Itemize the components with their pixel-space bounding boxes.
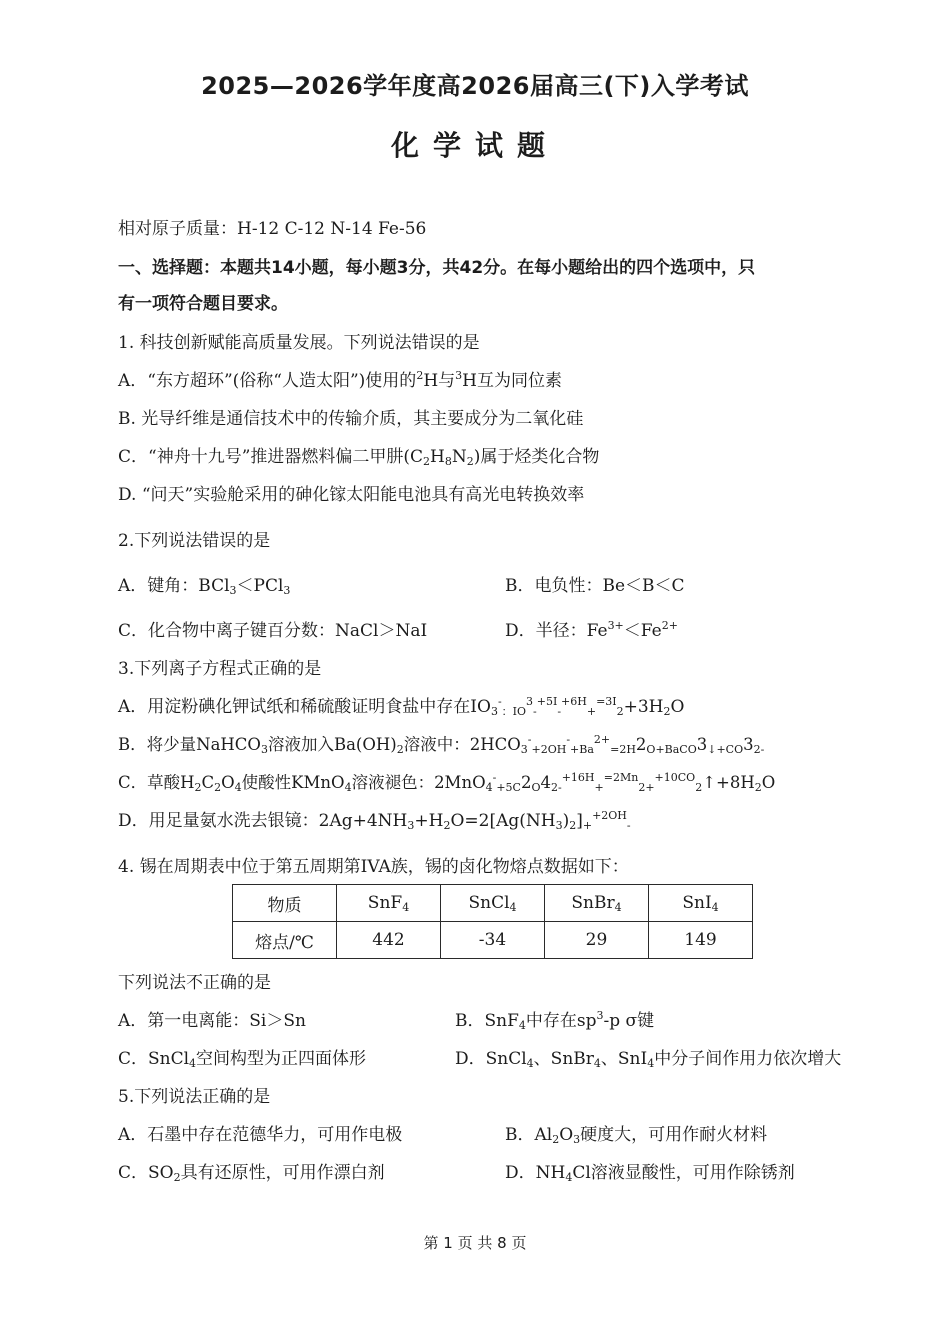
header-sub: 4 <box>402 901 410 914</box>
q5-option-c <box>118 1162 385 1184</box>
q5-b-pre: B．Al <box>505 1125 553 1145</box>
q4-stem: 4. 锡在周期表中位于第五周期第IVA族，锡的卤化物熔点数据如下： <box>118 857 629 877</box>
melting-point-table <box>232 884 753 959</box>
formula-segment: ：IO <box>501 705 527 718</box>
formula-segment: 4 <box>647 1057 655 1070</box>
formula-segment: 2 <box>635 735 647 754</box>
formula-segment: A．用淀粉碘化钾试纸和稀硫酸证明食盐中存在IO <box>118 697 491 717</box>
q5-b-post: 硬度大，可用作耐火材料 <box>580 1125 768 1145</box>
q1-c-n: N <box>451 447 467 467</box>
formula-segment: 2 <box>443 819 451 832</box>
q4-option-d <box>455 1048 841 1070</box>
formula-segment: 3 <box>260 743 268 756</box>
table-cell: 29 <box>545 922 649 959</box>
formula-segment: - <box>557 705 562 718</box>
formula-segment: 2 <box>569 819 577 832</box>
formula-segment: +Ba <box>570 743 594 756</box>
formula-segment: D．SnCl <box>455 1049 527 1069</box>
formula-segment: =2Mn <box>603 771 639 784</box>
header-sub: 4 <box>711 901 719 914</box>
formula-segment: O+BaCO <box>646 743 697 756</box>
formula-segment: 4 <box>485 781 493 794</box>
formula-segment: - <box>492 771 497 784</box>
formula-segment: 4 <box>593 1057 601 1070</box>
q1-option-a <box>118 370 562 392</box>
table-row <box>233 922 753 959</box>
q1-c-sub2: 8 <box>444 455 452 468</box>
formula-segment: +3H <box>623 697 664 717</box>
formula-segment: 2 <box>754 781 762 794</box>
table-header-cell <box>441 885 545 922</box>
formula-segment: 2 <box>616 705 624 718</box>
table-cell: 442 <box>337 922 441 959</box>
q5-d-post: Cl溶液显酸性，可用作除锈剂 <box>572 1163 795 1183</box>
q5-d-sub: 4 <box>565 1171 573 1184</box>
formula-segment: - <box>566 733 571 746</box>
formula-segment: O <box>221 773 235 792</box>
q1-c-pre: C．“神舟十九号”推进器燃料偏二甲肼(C <box>118 447 424 467</box>
q1-option-d: D. “问天”实验舱采用的砷化镓太阳能电池具有高光电转换效率 <box>118 485 585 505</box>
formula-segment: D．用足量氨水洗去银镜：2Ag+4NH <box>118 811 408 831</box>
formula-segment: 3 <box>407 819 415 832</box>
q4-option-a: A．第一电离能：Si＞Sn <box>118 1011 306 1031</box>
formula-segment: ↑+8H <box>702 773 755 792</box>
q1-c-post: )属于烃类化合物 <box>473 447 600 467</box>
section-heading-line2: 有一项符合题目要求。 <box>118 294 288 314</box>
formula-segment: 2+ <box>593 733 611 746</box>
header-snf4: SnF <box>367 893 403 913</box>
q1-option-b: B. 光导纤维是通信技术中的传输介质，其主要成分为二氧化硅 <box>118 409 584 429</box>
q5-b-mid: O <box>559 1125 574 1145</box>
formula-segment: 溶液加入Ba(OH) <box>267 735 397 754</box>
formula-segment: 中分子间作用力依次增大 <box>654 1049 842 1069</box>
formula-segment: 3 <box>526 695 534 708</box>
formula-segment: + <box>586 705 597 718</box>
formula-segment: 2 <box>194 781 202 794</box>
header-sni4: SnI <box>682 893 712 913</box>
header-sncl4: SnCl <box>468 893 510 913</box>
q2-option-b: B．电负性：Be＜B＜C <box>505 576 685 596</box>
header-sub: 4 <box>614 901 622 914</box>
header-sub: 4 <box>509 901 517 914</box>
formula-segment: +16H <box>561 771 595 784</box>
q3-option-b <box>118 734 764 756</box>
formula-segment: 3 <box>520 743 528 756</box>
q2-a-mid: ＜PCl <box>236 576 284 596</box>
q5-c-post: 具有还原性，可用作漂白剂 <box>180 1163 385 1183</box>
formula-segment: 4 <box>540 773 551 792</box>
table-header-row <box>233 885 753 922</box>
q4-b-mid: 中存在sp <box>525 1011 597 1031</box>
q5-option-b <box>505 1124 767 1146</box>
q4-c-post: 空间构型为正四面体形 <box>196 1049 367 1069</box>
header-label: 物质 <box>267 895 302 916</box>
formula-segment: O <box>531 781 541 794</box>
formula-segment: C．草酸H <box>118 773 195 792</box>
q5-b-sub2: 3 <box>573 1133 581 1146</box>
q1-c-h: H <box>430 447 445 467</box>
page-footer: 第 1 页 共 8 页 <box>423 1234 527 1252</box>
formula-segment: =2H <box>610 743 636 756</box>
formula-segment: +H <box>414 811 444 831</box>
q4-b-sub: 4 <box>518 1019 526 1032</box>
q1-option-c <box>118 446 599 468</box>
formula-segment: 3 <box>490 705 498 718</box>
formula-segment: - <box>527 733 532 746</box>
q4-c-pre: C．SnCl <box>118 1049 190 1069</box>
formula-segment: 4 <box>234 781 242 794</box>
q2-d-sup2: 2+ <box>661 619 678 632</box>
formula-segment: =3I <box>596 695 617 708</box>
table-header-cell <box>649 885 753 922</box>
formula-segment: +5I <box>536 695 558 708</box>
q5-option-a: A．石墨中存在范德华力，可用作电极 <box>118 1125 403 1145</box>
formula-segment: 2 <box>695 781 703 794</box>
q2-a-sub1: 3 <box>229 584 237 597</box>
q2-stem: 2.下列说法错误的是 <box>118 531 271 551</box>
formula-segment: 溶液褪色：2MnO <box>351 773 486 792</box>
q2-option-a <box>118 575 290 597</box>
formula-segment: ) <box>562 811 570 831</box>
formula-segment: B．将少量NaHCO <box>118 735 261 754</box>
formula-segment: 、SnBr <box>533 1049 594 1069</box>
q3-stem: 3.下列离子方程式正确的是 <box>118 659 322 679</box>
q4-b-sup: 3 <box>596 1009 604 1022</box>
formula-segment: +6H <box>561 695 587 708</box>
q2-a-pre: A．键角：BCl <box>118 576 230 596</box>
formula-segment: O <box>670 697 685 717</box>
q1-a-end: H互为同位素 <box>462 371 562 391</box>
formula-segment: ↓+CO <box>707 743 744 756</box>
q3-option-d <box>118 810 631 832</box>
q2-d-pre: D．半径：Fe <box>505 621 608 641</box>
q1-a-mid: H与 <box>423 371 456 391</box>
formula-segment: 2- <box>753 743 765 756</box>
formula-segment: - <box>497 695 502 708</box>
formula-segment: +2OH <box>531 743 567 756</box>
q4-stem2: 下列说法不正确的是 <box>118 973 271 993</box>
q4-b-post: -p σ键 <box>603 1011 655 1031</box>
table-row-label: 熔点/℃ <box>233 922 337 959</box>
q4-option-b <box>455 1010 654 1032</box>
formula-segment: 2 <box>214 781 222 794</box>
q4-b-pre: B．SnF <box>455 1011 519 1031</box>
q5-c-pre: C．SO <box>118 1163 174 1183</box>
q5-c-sub: 2 <box>173 1171 181 1184</box>
formula-segment: +10CO <box>654 771 696 784</box>
q1-a-sup1: 2 <box>416 369 424 382</box>
q2-d-mid: ＜Fe <box>623 621 662 641</box>
q1-a-text: A．“东方超环”(俗称“人造太阳”)使用的 <box>118 371 417 391</box>
formula-segment: O=2[Ag(NH <box>450 811 556 831</box>
formula-segment: 溶液中：2HCO <box>403 735 521 754</box>
q1-stem: 1. 科技创新赋能高质量发展。下列说法错误的是 <box>118 333 480 353</box>
q2-option-d <box>505 620 678 642</box>
formula-segment: 3 <box>743 735 754 754</box>
table-cell: -34 <box>441 922 545 959</box>
formula-segment: + <box>582 819 593 832</box>
header-snbr4: SnBr <box>571 893 615 913</box>
formula-segment: 4 <box>344 781 352 794</box>
table-cell: 149 <box>649 922 753 959</box>
q5-stem: 5.下列说法正确的是 <box>118 1087 271 1107</box>
q4-option-c <box>118 1048 366 1070</box>
formula-segment: 4 <box>526 1057 534 1070</box>
formula-segment: +2OH <box>592 809 627 822</box>
formula-segment: + <box>594 781 604 794</box>
section-heading-line1: 一、选择题：本题共14小题，每小题3分，共42分。在每小题给出的四个选项中，只 <box>118 258 756 278</box>
q1-c-sub1: 2 <box>423 455 431 468</box>
q5-b-sub1: 2 <box>552 1133 560 1146</box>
formula-segment: 2 <box>520 773 532 792</box>
formula-segment: - <box>533 705 537 718</box>
exam-title: 2025—2026学年度高2026届高三(下)入学考试 <box>201 72 749 100</box>
subject-title: 化学试题 <box>390 129 559 162</box>
formula-segment: C <box>201 773 215 792</box>
formula-segment: 3 <box>555 819 563 832</box>
q2-d-sup1: 3+ <box>607 619 624 632</box>
formula-segment: O <box>761 773 776 792</box>
formula-segment: +5C <box>496 781 521 794</box>
table-header-cell <box>545 885 649 922</box>
q2-a-sub2: 3 <box>283 584 291 597</box>
formula-segment: 2 <box>663 705 671 718</box>
formula-segment: 2- <box>551 781 562 794</box>
q4-c-sub: 4 <box>189 1057 197 1070</box>
q5-d-pre: D．NH <box>505 1163 566 1183</box>
q2-option-c: C．化合物中离子键百分数：NaCl＞NaI <box>118 621 428 641</box>
table-header-cell <box>233 885 337 922</box>
table-header-cell <box>337 885 441 922</box>
q1-a-sup2: 3 <box>455 369 463 382</box>
atomic-mass-line: 相对原子质量：H-12 C-12 N-14 Fe-56 <box>118 219 427 239</box>
formula-segment: 3 <box>696 735 708 754</box>
formula-segment: ] <box>576 811 583 831</box>
formula-segment: 使酸性KMnO <box>241 773 345 792</box>
formula-segment: 2 <box>396 743 404 756</box>
q1-c-sub3: 2 <box>466 455 474 468</box>
q3-option-a <box>118 696 684 718</box>
formula-segment: - <box>626 819 631 832</box>
q3-option-c <box>118 772 775 794</box>
formula-segment: 2+ <box>638 781 655 794</box>
q5-option-d <box>505 1162 795 1184</box>
formula-segment: 、SnI <box>600 1049 648 1069</box>
